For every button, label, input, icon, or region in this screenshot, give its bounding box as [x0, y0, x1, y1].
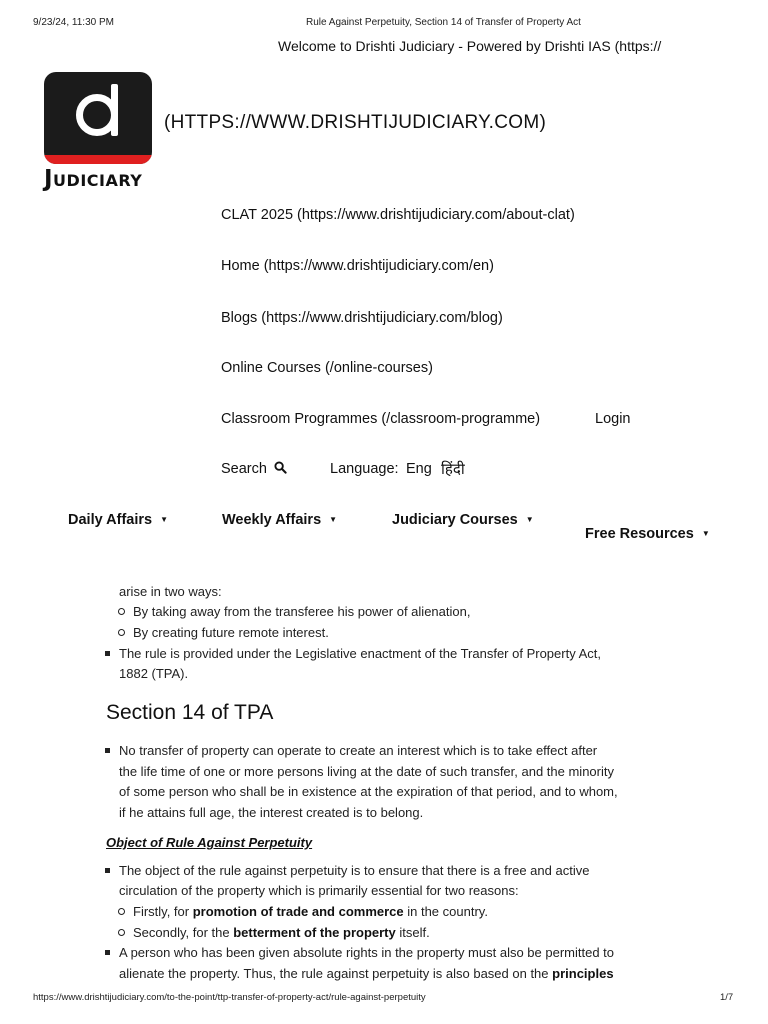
menu-weekly-affairs[interactable]: Weekly Affairs ▼	[222, 512, 338, 528]
drishti-logo[interactable]	[44, 72, 152, 164]
list-item: No transfer of property can operate to create an interest which is to take effect after	[119, 743, 598, 758]
list-item: The object of the rule against perpetuity is to ensure that there is a free and active	[119, 863, 590, 878]
login-link[interactable]: Login	[595, 411, 631, 427]
menu-daily-affairs[interactable]: Daily Affairs ▼	[68, 512, 168, 528]
list-item: The rule is provided under the Legislative enactment of the Transfer of Property Act,	[119, 646, 601, 661]
section-heading: Section 14 of TPA	[106, 701, 274, 724]
caret-down-icon: ▼	[525, 515, 534, 524]
list-item: By creating future remote interest.	[133, 625, 329, 640]
article-content: arise in two ways: By taking away from the transferee his power of alienation, By creating future remote interest. The rule is provided under the Legislative enactment of the Transfer of Property Act, 1882 (TPA). Section 14 of TPA No transfer of property can operate to create an interest which is to take effect after the life time of one or more persons living at the date of such transfer, and the minority of some person who shall be in existence at the expiration of that period, and to whom, if he attains full age, the interest created is to belong. Object of Rule Against Perpetuity The object of the rule against perpetuity is to ensure that there is a free and active circulation of the property which is primarily essential for two reasons: Firstly, for promotion of trade and commerce in the country. Secondly, for the betterment of the property itself. A person who has been given absolute rights in the property must also be permitted to alienate the property. Thus, the rule against perpetuity is also based on the principles	[106, 584, 618, 981]
nav-classroom-link[interactable]: Classroom Programmes (/classroom-programme)	[221, 411, 541, 427]
caret-down-icon: ▼	[160, 515, 168, 524]
caret-down-icon: ▼	[329, 515, 338, 524]
nav-home-link[interactable]: Home (https://www.drishtijudiciary.com/en)	[221, 258, 494, 274]
nav-online-courses-link[interactable]: Online Courses (/online-courses)	[221, 360, 433, 376]
caret-down-icon: ▼	[701, 529, 710, 538]
list-item: Secondly, for the betterment of the property itself.	[133, 925, 430, 940]
print-footer-url: https://www.drishtijudiciary.com/to-the-point/ttp-transfer-of-property-act/rule-against-perpetuity	[33, 992, 426, 1003]
search-label: Search	[221, 461, 267, 477]
menu-judiciary-courses[interactable]: Judiciary Courses ▼	[392, 512, 534, 528]
print-doc-title: Rule Against Perpetuity, Section 14 of Transfer of Property Act	[306, 17, 581, 28]
lang-eng-option[interactable]: Eng	[406, 461, 432, 477]
brand-name: Judiciary	[44, 166, 143, 192]
list-item: By taking away from the transferee his power of alienation,	[133, 604, 471, 619]
site-url-link[interactable]: (HTTPS://WWW.DRISHTIJUDICIARY.COM)	[164, 112, 547, 133]
print-page-number: 1/7	[720, 992, 734, 1003]
list-item: A person who has been given absolute rights in the property must also be permitted to	[119, 945, 615, 960]
object-subheading: Object of Rule Against Perpetuity	[106, 835, 313, 850]
welcome-banner[interactable]: Welcome to Drishti Judiciary - Powered by Drishti IAS (https://	[278, 38, 662, 54]
print-datetime: 9/23/24, 11:30 PM	[33, 17, 114, 28]
search-button[interactable]	[221, 461, 287, 477]
language-label: Language:	[330, 461, 399, 477]
nav-blogs-link[interactable]: Blogs (https://www.drishtijudiciary.com/blog)	[221, 310, 503, 326]
menu-free-resources[interactable]: Free Resources ▼	[585, 526, 710, 542]
lang-hindi-option[interactable]: हिंदी	[441, 461, 465, 478]
list-item-continued: arise in two ways:	[119, 584, 222, 599]
list-item: Firstly, for promotion of trade and commerce in the country.	[133, 904, 488, 919]
nav-clat-link[interactable]: CLAT 2025 (https://www.drishtijudiciary.com/about-clat)	[221, 207, 575, 223]
search-icon	[274, 461, 287, 474]
